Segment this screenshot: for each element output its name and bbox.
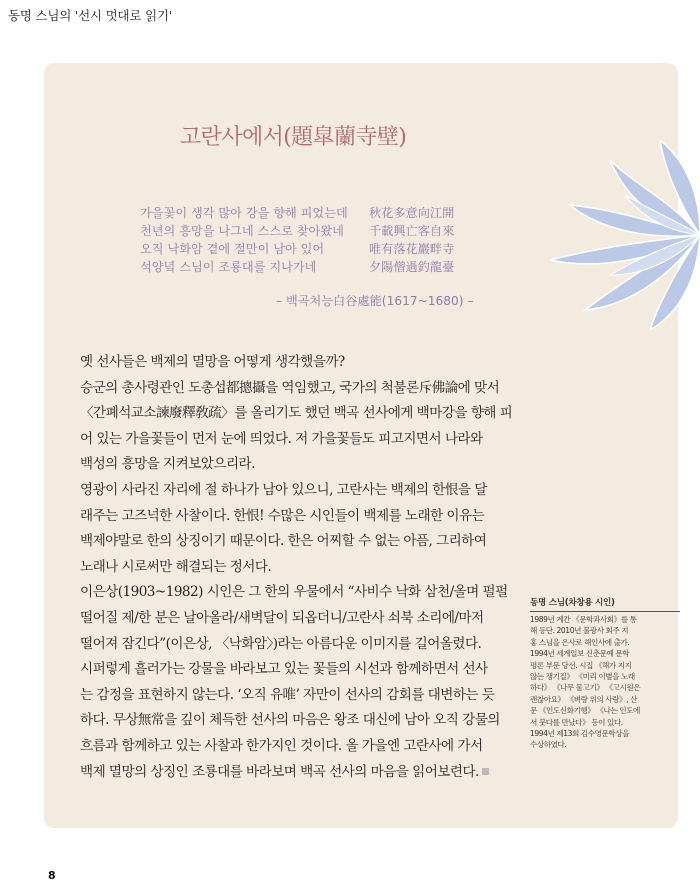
- body-line: 시퍼렇게 흘러가는 강물을 바라보고 있는 꽃들의 시선과 함께하면서 선사: [80, 661, 488, 678]
- poem-line-korean: 천년의 흥망을 나그네 스스로 찾아왔네: [140, 224, 344, 238]
- author-bio-line: 해 등단. 2010년 불광사 회주 지: [530, 626, 629, 636]
- author-bio-line: 홍 스님을 은사로 해인사에 출가.: [530, 637, 630, 647]
- poem-line-hanja: 唯有落花巖畔寺: [369, 242, 455, 256]
- poem-line: [140, 240, 470, 258]
- poem-line-korean: 석양녘 스님이 조룡대를 지나가네: [140, 260, 317, 274]
- essay-body: [80, 350, 512, 785]
- body-line: 승군의 총사령관인 도총섭都摠攝을 역임했고, 국가의 척불론斥佛論에 맞서: [80, 379, 500, 396]
- running-head: 동명 스님의 '선시 멋대로 읽기': [8, 8, 173, 23]
- author-bio-line: 괜찮아요》 《벼랑 위의 사랑》, 산: [530, 694, 637, 704]
- author-bio-line: 하다》 《나무 물고기》 《고시원은: [530, 683, 641, 693]
- body-line: 영광이 사라진 자리에 절 하나가 남아 있으니, 고란사는 백제의 한恨을 달: [80, 481, 487, 498]
- author-bio-line: 1989년 계간 《문학과사회》를 통: [530, 615, 637, 624]
- body-line: 백성의 흥망을 지켜보았으리라.: [80, 456, 255, 473]
- author-bio-line: 1994년 제13회 김수영문학상을: [530, 729, 630, 739]
- body-line: 래주는 고즈넉한 사찰이다. 한恨! 수많은 시인들이 백제를 노래한 이유는: [80, 507, 485, 524]
- body-line: 하다. 무상無常을 깊이 체득한 선사의 마음은 왕조 대신에 남아 오직 강물의: [80, 712, 500, 729]
- author-bio-line: 1994년 세계일보 신춘문예 문학: [530, 649, 630, 659]
- poem-line: [140, 258, 470, 276]
- author-bio: [530, 612, 680, 751]
- body-line: 백제 멸망의 상징인 조룡대를 바라보며 백곡 선사의 마음을 읽어보련다.: [80, 763, 479, 780]
- poem-line: [140, 204, 470, 222]
- body-line: 는 감정을 표현하지 않는다. ‘오직 유唯’ 자만이 선사의 감회를 대변하는 듯: [80, 686, 495, 703]
- poem: [140, 204, 470, 276]
- author-bio-line: 평론 부문 당선. 시집 《해가 지지: [530, 660, 632, 670]
- poem-line-korean: 오직 낙화암 곁에 절만이 남아 있어: [140, 242, 325, 256]
- lotus-illustration: [540, 140, 700, 330]
- poem-line-hanja: 夕陽僧過釣龍臺: [369, 260, 455, 274]
- author-box: [530, 596, 680, 751]
- body-line: 흐름과 함께하고 있는 사찰과 한가지인 것이다. 올 가을엔 고란사에 가서: [80, 737, 483, 754]
- body-line: 노래나 시로써만 해결되는 정서다.: [80, 558, 272, 575]
- author-bio-line: 않는 쟁기질》 《미리 이별을 노래: [530, 672, 635, 682]
- end-mark-icon: [482, 768, 489, 775]
- poem-attribution: – 백곡처능白谷處能(1617~1680) –: [276, 294, 474, 308]
- body-line: 백제야말로 한의 상징이기 때문이다. 한은 어찌할 수 없는 아픔, 그리하여: [80, 533, 487, 550]
- author-name: 동명 스님(차창용 시인): [530, 596, 680, 612]
- body-line-last: [80, 760, 512, 786]
- body-line: 옛 선사들은 백제의 멸망을 어떻게 생각했을까?: [80, 354, 345, 370]
- body-line: 떨어져 잠긴다”(이은상, 〈낙화암〉)라는 아름다운 이미지를 길어올렸다.: [80, 635, 482, 652]
- body-line: 이은상(1903~1982) 시인은 그 한의 우물에서 “사비수 낙화 삼천/올며 펄펄: [80, 584, 508, 601]
- author-bio-line: 서 붓다를 만났다》 등이 있다.: [530, 717, 623, 727]
- body-line: 어 있는 가을꽃들이 먼저 눈에 띄었다. 저 가을꽃들도 피고지면서 나라와: [80, 430, 483, 447]
- body-line: 떨어질 제/한 분은 날아올라/새벽달이 되옵더니/고란사 쇠북 소리에/마저: [80, 609, 484, 626]
- poem-line-korean: 가을꽃이 생각 많아 강을 향해 피었는데: [140, 206, 348, 220]
- poem-title: 고란사에서(題皐蘭寺壁): [180, 125, 407, 150]
- page-number: 8: [48, 869, 56, 882]
- poem-line: [140, 222, 470, 240]
- poem-line-hanja: 千載興亡客自來: [369, 224, 455, 238]
- poem-line-hanja: 秋花多意向江開: [369, 206, 455, 220]
- author-bio-line: 문 《인도신화기행》 《나는 인도에: [530, 706, 640, 716]
- body-line: 〈간폐석교소諫廢釋敎疏〉를 올리기도 했던 백곡 선사에게 백마강을 향해 피: [80, 405, 513, 422]
- author-bio-line: 수상하였다.: [530, 740, 567, 750]
